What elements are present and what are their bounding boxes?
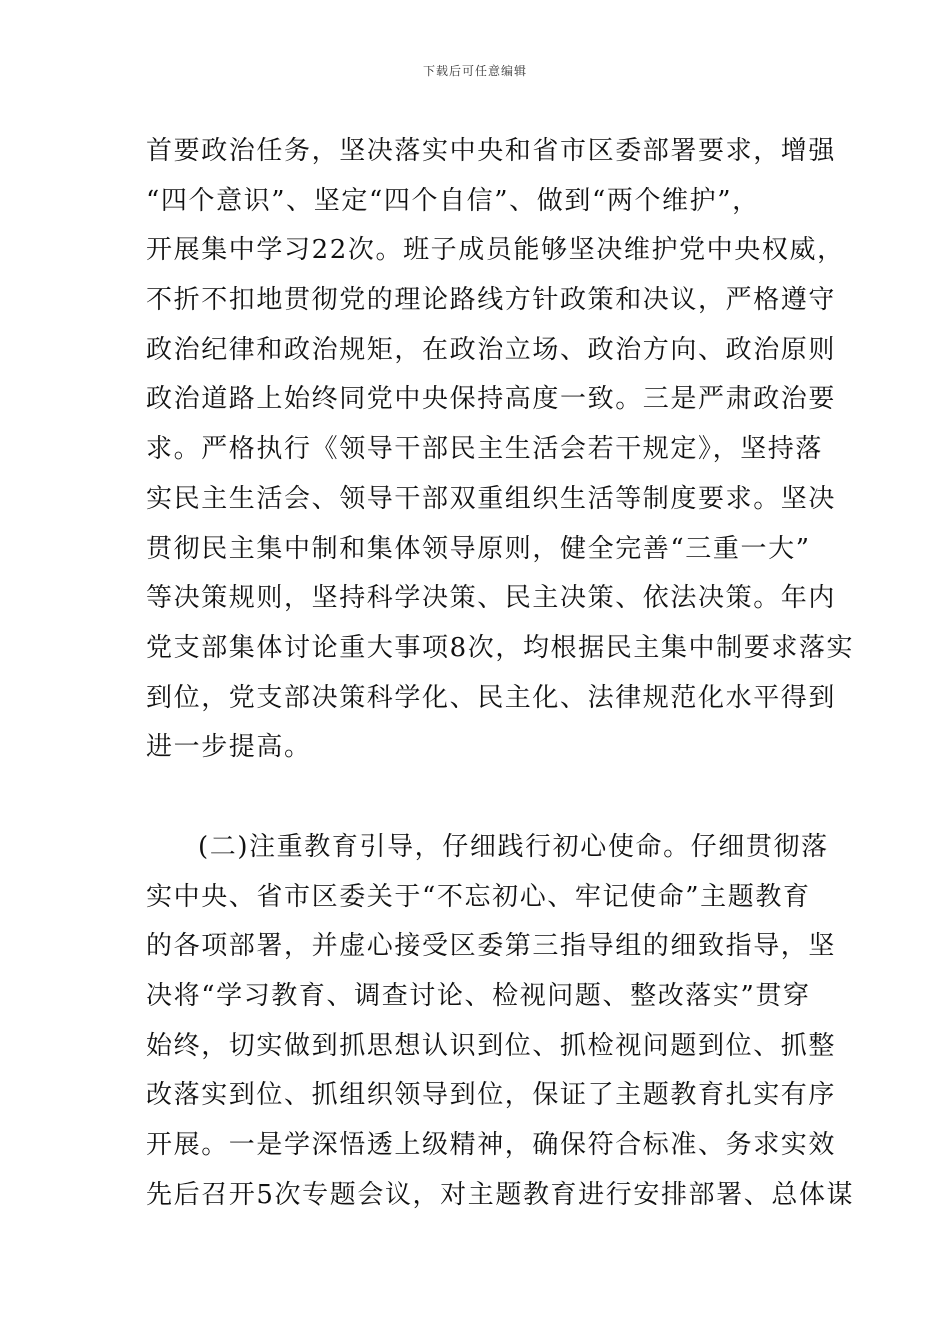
section-heading-line: (二)注重教育引导，仔细践行初心使命。仔细贯彻落: [198, 832, 829, 862]
text-line: 等决策规则，坚持科学决策、民主决策、依法决策。年内: [146, 583, 837, 614]
text-line: 政治道路上始终同党中央保持高度一致。三是严肃政治要: [146, 384, 837, 415]
text-line: 开展。一是学深悟透上级精神，确保符合标准、务求实效: [146, 1130, 837, 1161]
text-line: “四个意识”、坚定“四个自信”、做到“两个维护”，: [146, 185, 760, 216]
text-line: 到位，党支部决策科学化、民主化、法律规范化水平得到: [146, 682, 837, 713]
text-line: 进一步提高。: [146, 732, 312, 763]
text-line: 贯彻民主集中制和集体领导原则，健全完善“三重一大”: [146, 533, 811, 564]
text-line: 实民主生活会、领导干部双重组织生活等制度要求。坚决: [146, 483, 837, 514]
text-line: 首要政治任务，坚决落实中央和省市区委部署要求，增强: [146, 136, 837, 166]
text-line: 党支部集体讨论重大事项8次，均根据民主集中制要求落实: [146, 632, 855, 663]
text-line: 开展集中学习22次。班子成员能够坚决维护党中央权威，: [146, 235, 845, 266]
text-line: 改落实到位、抓组织领导到位，保证了主题教育扎实有序: [146, 1080, 837, 1111]
text-line: 实中央、省市区委关于“不忘初心、牢记使命”主题教育: [146, 881, 811, 912]
text-line: 不折不扣地贯彻党的理论路线方针政策和决议，严格遵守: [146, 285, 837, 316]
body-paragraph: [146, 127, 855, 773]
text-line: 的各项部署，并虚心接受区委第三指导组的细致指导，坚: [146, 931, 837, 962]
body-paragraph: [146, 823, 855, 1221]
text-line: 始终，切实做到抓思想认识到位、抓检视问题到位、抓整: [146, 1030, 837, 1061]
text-line: 先后召开5次专题会议，对主题教育进行安排部署、总体谋: [146, 1179, 855, 1210]
text-line: 求。严格执行《领导干部民主生活会若干规定》，坚持落: [146, 434, 824, 465]
text-line: 政治纪律和政治规矩，在政治立场、政治方向、政治原则: [146, 334, 837, 365]
text-line: 决将“学习教育、调查讨论、检视问题、整改落实”贯穿: [146, 981, 811, 1012]
page-header: 下载后可任意编辑: [422, 64, 527, 78]
